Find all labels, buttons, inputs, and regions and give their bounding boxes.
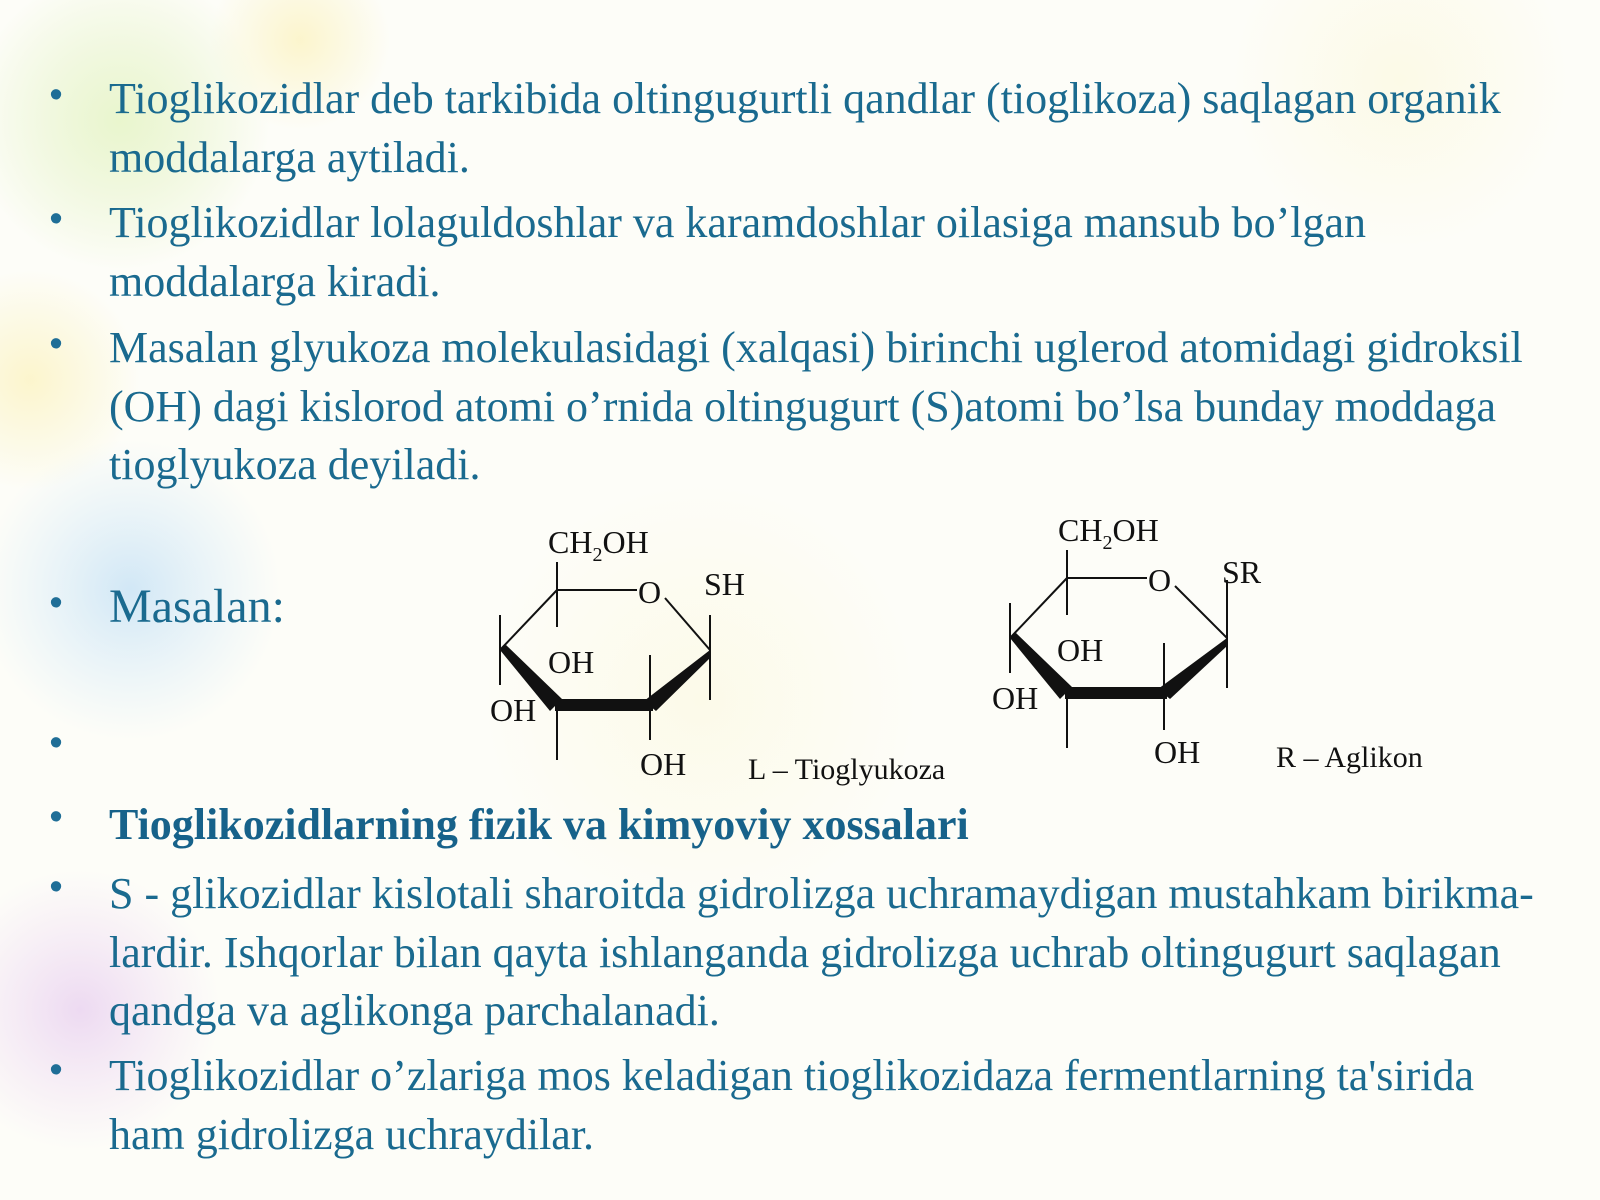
oh-left-label: OH [992,680,1039,716]
paragraph-tioglikozid-definition: Tioglikozidlar deb tarkibida oltingugurtli qandlar (tioglikoza) saqlagan organik moddalarga aytiladi. [109,74,1501,182]
oh-upper-label: OH [548,644,595,680]
structure-thioglucose [500,562,710,760]
ch2oh-label: $CH_2OH$ [1058,515,1159,554]
oh-upper-label: OH [1057,632,1104,668]
paragraph-plant-families: Tioglikozidlar lolaguldoshlar va karamdoshlar oilasiga mansub bo’lgan moddalarga kiradi. [109,198,1367,306]
bullet-marker: • [49,722,63,764]
bullet-marker: • [49,198,63,240]
oh-bottom-label: OH [640,746,687,782]
bullet-marker: • [49,866,63,908]
structure-caption: R – Aglikon [1276,741,1423,774]
ring-oxygen-label: O [1148,562,1172,598]
chemical-structures [470,515,1480,815]
paragraph-thioglucose-explanation: Masalan glyukoza molekulasidagi (xalqasi) birinchi uglerod atomidagi gidroksil (OH) dagi kislorod atomi o’rnida oltingugurt (S)atomi bo’lsa bunday moddaga tioglyukoza deyiladi. [109,323,1523,489]
section-heading: Tioglikozidlarning fizik va kimyoviy xossalari [109,800,969,849]
bullet-marker: • [49,323,63,365]
paragraph-hydrolysis-properties: S - glikozidlar kislotali sharoitda gidrolizga uchramaydigan mustahkam birikma-lardir. Ishqorlar bilan qayta ishlanganda gidrolizga uchrab oltingugurt saqlagan qandga va aglikonga parchalanadi. [109,869,1534,1035]
sh-substituent-label: SH [704,566,745,602]
oh-bottom-label: OH [1154,734,1201,770]
structure-aglikon [1010,550,1227,748]
paragraph-enzyme-hydrolysis: Tioglikozidlar o’zlariga mos keladigan tioglikozidaza fermentlarning ta'sirida ham gidrolizga uchraydilar. [109,1051,1475,1159]
bullet-marker: • [49,582,63,624]
ring-oxygen-label: O [638,574,662,610]
bullet-marker: • [49,796,63,838]
ring-bold-edge-right [1158,638,1227,699]
bullet-marker: • [49,74,63,116]
ring-bold-edge-bottom [1065,687,1167,699]
sr-substituent-label: SR [1222,554,1262,590]
structure-caption: L – Tioglyukoza [748,753,946,786]
paragraph-example-label: Masalan: [109,580,285,633]
ring-bold-edge-bottom [555,699,653,711]
ch2oh-label: $CH_2OH$ [548,524,649,566]
ring-bold-edge-right [644,650,710,711]
bullet-marker: • [49,1049,63,1091]
oh-left-label: OH [490,692,537,728]
